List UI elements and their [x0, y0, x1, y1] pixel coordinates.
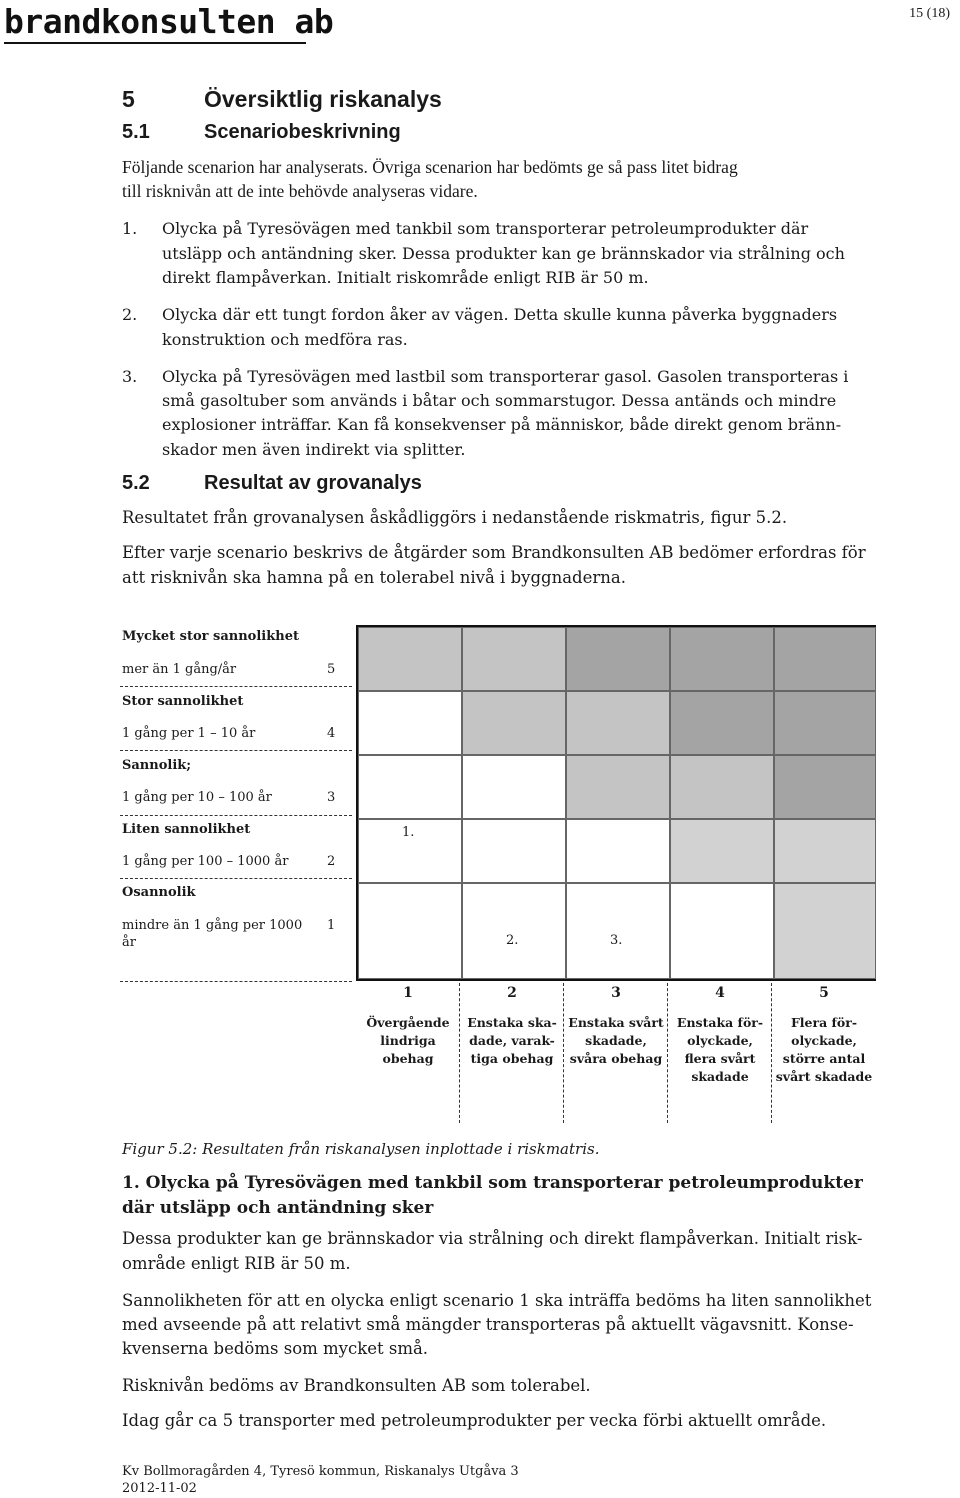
consequence-text-line: Enstaka för- — [676, 1015, 764, 1030]
matrix-cell — [774, 691, 876, 755]
consequence-text-line: olyckade, — [791, 1033, 857, 1048]
probability-level: 2 — [327, 854, 336, 869]
consequence-text-line: tiga obehag — [470, 1051, 554, 1066]
consequence-text-line: obehag — [382, 1051, 434, 1066]
consequence-text-line: svåra obehag — [569, 1051, 663, 1066]
probability-frequency: 1 gång per 1 – 10 år — [122, 726, 256, 741]
scenario-marker-2: 2. — [506, 933, 519, 948]
matrix-cell — [462, 755, 566, 819]
consequence-description — [669, 1014, 771, 1086]
matrix-cell — [462, 627, 566, 691]
consequence-text-line: Enstaka ska- — [467, 1015, 557, 1030]
matrix-cell — [670, 627, 774, 691]
probability-level: 3 — [327, 790, 336, 805]
section-heading — [122, 86, 442, 113]
scenario-marker-3: 3. — [610, 933, 623, 948]
probability-heading: Osannolik — [122, 885, 196, 900]
list-item-line: direkt flampåverkan. Initialt riskområde enligt RIB är 50 m. — [162, 268, 649, 287]
subsection-title: Scenariobeskrivning — [204, 121, 401, 143]
column-divider — [459, 983, 460, 1123]
matrix-cell — [670, 755, 774, 819]
probability-frequency-row — [122, 725, 352, 742]
matrix-cell — [462, 691, 566, 755]
consequence-description — [773, 1014, 875, 1086]
consequence-level: 1 — [403, 985, 413, 1001]
probability-frequency-row — [122, 661, 352, 678]
list-item-line: Olycka på Tyresövägen med lastbil som transporterar gasol. Gasolen transporteras i — [162, 367, 849, 386]
page-number: 15 (18) — [909, 6, 950, 21]
probability-level: 5 — [327, 662, 336, 677]
matrix-cell — [462, 883, 566, 979]
probability-frequency-continued: år — [122, 935, 136, 950]
section-number: 5 — [122, 86, 135, 112]
consequence-text-line: olyckade, — [687, 1033, 753, 1048]
scenario-1-para1-line: Dessa produkter kan ge brännskador via strålning och direkt flampåverkan. Initialt risk- — [122, 1229, 863, 1248]
subsection-title: Resultat av grovanalys — [204, 472, 422, 494]
consequence-level: 5 — [819, 985, 829, 1001]
scenario-1-heading-line-1: 1. Olycka på Tyresövägen med tankbil som transporterar petroleumprodukter — [122, 1173, 863, 1193]
probability-level: 1 — [327, 918, 336, 933]
list-item-line: utsläpp och antändning sker. Dessa produkter kan ge brännskador via strålning och — [162, 244, 845, 263]
company-logo: brandkonsulten ab — [4, 2, 334, 41]
consequence-text-line: svårt skadade — [775, 1069, 873, 1084]
consequence-level: 2 — [507, 985, 517, 1001]
matrix-cell — [566, 691, 670, 755]
list-item-number: 2. — [122, 305, 138, 324]
probability-frequency-row — [122, 917, 352, 934]
probability-frequency: 1 gång per 100 – 1000 år — [122, 854, 289, 869]
matrix-cell — [670, 883, 774, 979]
list-item-line: små gasoltuber som används i båtar och sommarstugor. Dessa antänds och mindre — [162, 391, 837, 410]
footer-document-title: Kv Bollmoragården 4, Tyresö kommun, Riskanalys Utgåva 3 — [122, 1464, 519, 1479]
figure-caption: Figur 5.2: Resultaten från riskanalysen inplottade i riskmatris. — [122, 1140, 600, 1158]
scenario-1-para2-line: Sannolikheten för att en olycka enligt scenario 1 ska inträffa bedöms ha liten sannolikhet — [122, 1291, 872, 1310]
intro-line-2: till risknivån att de inte behövde analyseras vidare. — [122, 181, 478, 201]
consequence-text-line: dade, varak- — [469, 1033, 555, 1048]
list-item-line: skador men även indirekt via splitter. — [162, 440, 466, 459]
matrix-cell — [774, 627, 876, 691]
matrix-cell — [774, 819, 876, 883]
consequence-level: 3 — [611, 985, 621, 1001]
consequence-text-line: större antal — [782, 1051, 866, 1066]
subsection-number: 5.2 — [122, 472, 150, 494]
row-divider — [120, 686, 352, 687]
matrix-cell — [566, 883, 670, 979]
risk-matrix-grid — [356, 625, 876, 981]
footer-date: 2012-11-02 — [122, 1481, 197, 1496]
probability-frequency: 1 gång per 10 – 100 år — [122, 790, 272, 805]
consequence-level: 4 — [715, 985, 725, 1001]
probability-level: 4 — [327, 726, 336, 741]
logo-underline — [4, 42, 306, 44]
matrix-cell — [566, 627, 670, 691]
consequence-text-line: lindriga — [380, 1033, 436, 1048]
section-title: Översiktlig riskanalys — [204, 86, 442, 112]
column-divider — [771, 983, 772, 1123]
probability-frequency-row — [122, 853, 352, 870]
scenario-1-para4: Idag går ca 5 transporter med petroleumprodukter per vecka förbi aktuellt område. — [122, 1411, 827, 1430]
probability-heading: Sannolik; — [122, 758, 192, 773]
consequence-description — [461, 1014, 563, 1068]
matrix-cell — [566, 755, 670, 819]
consequence-text-line: Övergående — [366, 1015, 450, 1030]
list-item-number: 1. — [122, 219, 138, 238]
row-divider — [120, 878, 352, 879]
scenario-1-para1-line: område enligt RIB är 50 m. — [122, 1254, 351, 1273]
matrix-cell — [462, 819, 566, 883]
consequence-text-line: flera svårt — [684, 1051, 756, 1066]
matrix-cell — [358, 691, 462, 755]
intro-line-1: Följande scenarion har analyserats. Övriga scenarion har bedömts ge så pass litet bidrag — [122, 157, 738, 177]
probability-frequency: mindre än 1 gång per 1000 — [122, 918, 303, 933]
list-item-line: explosioner inträffar. Kan få konsekvenser på människor, både direkt genom bränn- — [162, 415, 842, 434]
consequence-description — [565, 1014, 667, 1068]
matrix-cell — [774, 755, 876, 819]
consequence-text-line: skadade — [691, 1069, 749, 1084]
row-divider — [120, 815, 352, 816]
results-paragraph: Resultatet från grovanalysen åskådliggörs i nedanstående riskmatris, figur 5.2. — [122, 508, 788, 527]
scenario-1-para3: Risknivån bedöms av Brandkonsulten AB som tolerabel. — [122, 1376, 591, 1395]
probability-heading: Mycket stor sannolikhet — [122, 629, 299, 644]
list-item-number: 3. — [122, 367, 138, 386]
matrix-cell — [670, 691, 774, 755]
subsection-number: 5.1 — [122, 121, 150, 143]
column-divider — [563, 983, 564, 1123]
measures-line-1: Efter varje scenario beskrivs de åtgärder som Brandkonsulten AB bedömer erfordras för — [122, 543, 866, 562]
measures-line-2: att risknivån ska hamna på en tolerabel nivå i byggnaderna. — [122, 568, 626, 587]
probability-frequency: mer än 1 gång/år — [122, 662, 237, 677]
row-divider — [120, 981, 352, 982]
matrix-cell — [774, 883, 876, 979]
consequence-text-line: skadade, — [585, 1033, 647, 1048]
matrix-cell — [670, 819, 774, 883]
matrix-cell — [358, 883, 462, 979]
matrix-cell — [358, 755, 462, 819]
consequence-description — [357, 1014, 459, 1068]
scenario-marker-1: 1. — [402, 825, 415, 840]
probability-frequency-row — [122, 789, 352, 806]
row-divider — [120, 750, 352, 751]
matrix-cell — [358, 627, 462, 691]
scenario-1-para2-line: med avseende på att relativt små mängder transporteras på aktuellt vägavsnitt. Konse- — [122, 1315, 854, 1334]
list-item-line: konstruktion och medföra ras. — [162, 330, 408, 349]
subsection-heading-5-1 — [122, 121, 401, 144]
matrix-cell — [566, 819, 670, 883]
subsection-heading-5-2 — [122, 472, 422, 495]
list-item-line: Olycka där ett tungt fordon åker av vägen. Detta skulle kunna påverka byggnaders — [162, 305, 838, 324]
probability-heading: Stor sannolikhet — [122, 694, 244, 709]
probability-heading: Liten sannolikhet — [122, 822, 251, 837]
consequence-text-line: Enstaka svårt — [568, 1015, 664, 1030]
scenario-1-para2-line: kvenserna bedöms som mycket små. — [122, 1339, 429, 1358]
list-item-line: Olycka på Tyresövägen med tankbil som transporterar petroleumprodukter där — [162, 219, 809, 238]
scenario-1-heading-line-2: där utsläpp och antändning sker — [122, 1198, 434, 1218]
column-divider — [667, 983, 668, 1123]
consequence-text-line: Flera för- — [790, 1015, 858, 1030]
